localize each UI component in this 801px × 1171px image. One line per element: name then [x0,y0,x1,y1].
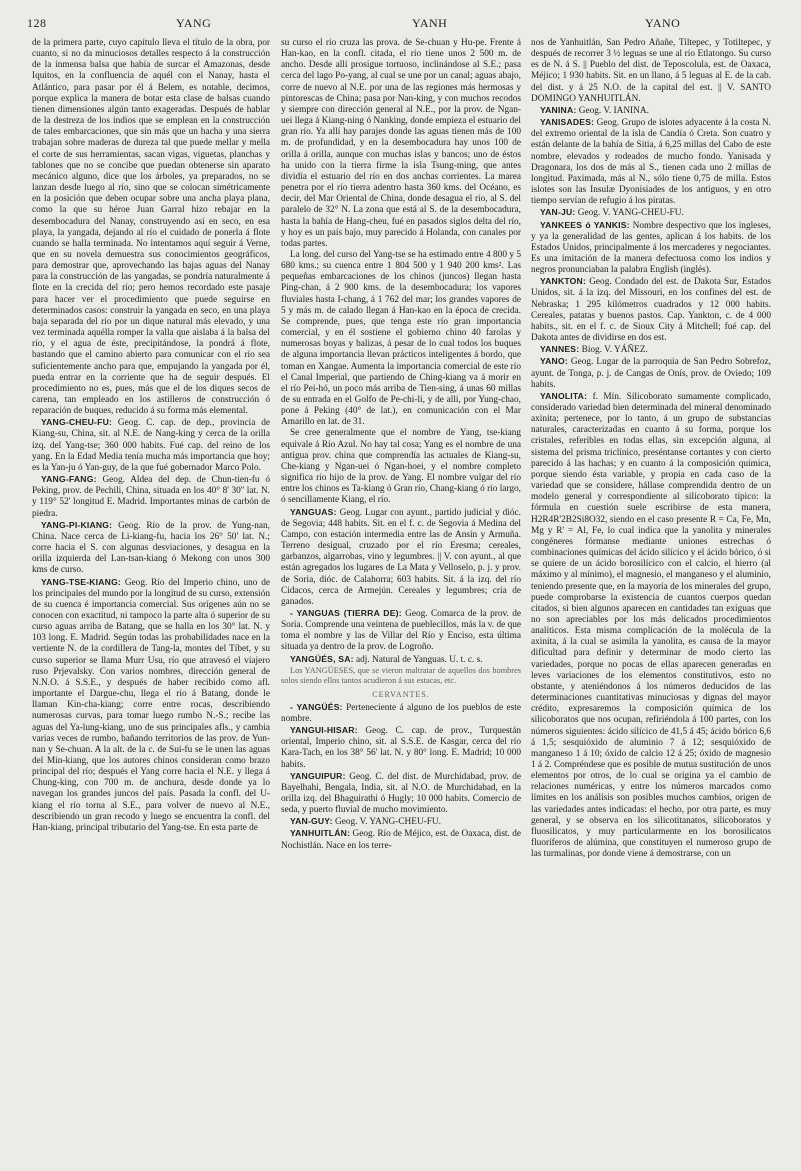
entry-yankton [531,276,771,344]
entry-text: Geog. Comarca de la prov. de Soria. Comprende una veintena de pueblecillos, más la v. de que toma el nombre y las de Villar del Río y Enciso, esta última situada ya dentro de la prov. de Logroño. [281,608,521,653]
quotation: Los YANGÜESES, que se vieron maltratar de aquellos dos hombres solos siendo ellos tantos acudieron á sus estacas, etc. [281,665,521,686]
entry-headword: YANO: [540,356,568,367]
entry-yanhuitlan [281,828,521,851]
entry-headword: YANHUITLÁN: [290,828,351,839]
entry-text: Geog. V. IANINA. [578,105,649,116]
entry-yanina [531,105,771,117]
entry-headword: YAN-GUY: [290,816,333,827]
entry-yang-fang [32,474,270,520]
entry-yan-ju [531,207,771,219]
entry-headword: YANNES: [540,344,580,355]
entry-text: Nombre despectivo que los ingleses, y ya la generalidad de las gentes, aplican á los habits. de los Estados Unidos, principalmente á los mercaderes y negociantes. Es una imitación de la manera defectuosa como los indios y negros pronunciaban la palabra English (inglés). [531,220,771,276]
entry-headword: YAN-JU: [540,207,576,218]
entry-headword: YANG-TSE-KIANG: [41,576,122,587]
entry-text: Geog. Lugar de la parroquia de San Pedro Sobrefoz, ayunt. de Tonga, p. j. de Cangas de Onís, prov. de Oviedo; 109 habits. [531,357,771,390]
paragraph: La long. del curso del Yang-tse se ha estimado entre 4 800 y 5 680 kms.; su cuenca entre 1 804 500 y 1 940 200 kms². Las pequeñas embarcaciones de los chinos (juncos) llegan hasta Ping-chan, á 2 900 kms. de la desembocadura; los vapores fluviales hasta I-chang, á 1 762 del mar; los grandes vapores de 5 y más m. de calado llegan á Han-kao en la época de crecida. Se comprende, pues, que tenga este río gran importancia comercial, y en él sostiene el gobierno chino 40 farolas y numerosas boyas y balizas, á pesar de lo cual todos los buques de alguna importancia llevan prácticos inteligentes á bordo, que toman en Xangae. Aumenta la importancia comercial de este río el Canal Imperial, que partiendo de Ching-kiang va á morir en el río Pei-hó, un poco más arriba de Tien-sing, á unas 60 millas de su entrada en el Golfo de Pe-chi-li, y de allí, por Yung-chao, pone á Peking (40° de lat.), en comunicación con el Mar Amarillo en lat. de 31. [281,249,521,428]
entry-text: Geog. V. YANG-CHEU-FU. [577,208,684,219]
page-number: 128 [27,16,47,30]
entry-yangues [281,702,521,725]
entry-headword: YANG-CHEU-FU: [41,417,113,428]
paragraph: de la primera parte, cuyo capítulo lleva el título de la obra, por cuanto, si no da minuciosos detalles respecto á la construcción de la inmensa balsa que había de surcar el Amazonas, desde Iquitos, en la confluencia de aquél con el Nanay, hasta el Atlántico, para pasar por él á Belem, es notable, decimos, porque explica la manera de botar esta clase de balsas cuando tienen dimensiones algún tanto exageradas. Después de hablar de la destreza de los indios que se emplean en la construcción de tales embarcaciones, que sin más que un hacha y una sierra trabajan sobre maderas de dureza tal que puede mellar y mella el corte de sus herramientas, sacan vigas, viguetas, planchas y tablones que no se concibe que puedan obtenerse sin aparato mecánico alguno, dice que los árboles, ya preparados, no se lanzan desde luego al río, sino que se colocan simétricamente en la posición que deben ocupar sobre una ancha playa plana, como la que su héroe Juan Garral hizo rebajar en la desembocadura del Nanay, construyendo así en seco, en esa playa, la yangada, dejando al río el cuidado de ponerla á flote cuando se halla terminada. No intentamos aquí seguir á Verne, que en su novela demuestra sus conocimientos geográficos, para demostrar que, aprovechando las bajas aguas del Nanay para la construcción de las yangadas, se pondría naturalmente á flote en la crecida del río; pero hemos recordado este pasaje para hacer ver el procedimiento que puede seguirse en determinados casos: construir la yangada en seco, en una playa baja separada del río por un dique natural más elevado, y una vez terminada aquélla romper la valla que aislaba á la balsa del río, y el agua de éste, precipitándose, la pondrá á flote, bastando que el camino abierto para comunicar con el río sea suficientemente ancho para que, empujando la yangada por él, pueda entrar en la corriente que ha de seguir después. El procedimiento no es, pues, más que el de los diques secos de carena, tan empleado en los astilleros de construcción ó reparación de buques, reducido á su forma más elemental. [32,38,270,417]
running-head-left: YANG [176,16,212,30]
entry-headword: YANG-PI-KIANG: [41,519,113,530]
entry-yang-cheu-fu [32,417,270,474]
entry-text: Geog. C. cap. de prov., Turquestán oriental, Imperio chino, sit. al S.S.E. de Kasgar, cerca del río Kara-Tach, en los 38° 56' lat. N. y 80° long. E. Madrid; 10 000 habits. [281,726,521,770]
entry-text: Geog. C. del dist. de Murchidabad, prov. de Bayelhahi, Bengala, India, sit. al N.O. de Murchidabad, en la orilla izq. del Bhaguirathi ó Hugly; 10 000 habits. Comercio de seda, y puerto fluvial de mucho movimiento. [281,771,521,816]
quotation-author: CERVANTES. [372,689,430,699]
entry-text: Geog. Condado del est. de Dakota Sur, Estados Unidos, sit. á la izq. del Missouri, en los confines del est. de Nebraska; 1 295 kilómetros cuadrados y 12 000 habits. Cereales, patatas y buenos pastos. Cap. Yankton, c. de 4 000 habits., sit. en el f. c. de Sioux City á Mitchell; fué cap. del Dakota antes de dividirse en dos est. [531,277,771,344]
entry-headword: YANGUIPUR: [290,770,346,781]
running-head-center: YANH [412,16,448,30]
entry-yankees [531,220,771,277]
entry-text: Geog. Grupo de islotes adyacente á la costa N. del extremo oriental de la isla de Candía ó Creta. Son cuatro y están delante de la bahía de Sitia, á 6,25 millas del Cabo de este nombre, elevados y rodeados de mucho fondo. Yanisada y Dragonara, los dos de más al S., tienen cada uno 2 millas de longitud. Paximada, más al N., sólo tiene 0,75 de milla. Estos islotes son las Insulæ Dyonisiades de los antiguos, y en otro tiempo servían de refugio á los piratas. [531,118,771,207]
column-right [531,38,771,1163]
entry-yangues-adj [281,654,521,666]
entry-headword: - YANGUAS (TIERRA DE): [290,607,402,618]
entry-text: f. Mín. Silicoborato sumamente complicado, considerado variedad bien determinada del mineral denominado axinita; pertenece, por lo tanto, á un grupo de substancias naturales, caracterizadas en cuanto á su forma, porque los cristales, referibles en todas ellas, sin excepción alguna, al sistema del prisma triclínico, preséntanse cortantes y con cierto parecido á las hachas; y en cuanto á la composición química, porque siendo ésta variable, y propia en cada caso de la variedad que se considere, hállase comprendida dentro de un modelo general y correspondiente al silicoborato típico: la fórmula en cuestión suele escribirse de esta manera, H2R4R'2B2Si8O32, siendo en el caso presente R = Ca, Fe, Mn, Mg y R' = Al, Fe, lo cual indica que la yanolita y minerales congéneres fórmanse mediante uniones estrechas ó combinaciones químicas del ácido silícico y el ácido bórico, ó si se quiere de un ácido borosilícico con el calcio, el hierro (al máximo y al mínimo), el magnesio, el manganeso y el aluminio, teniendo presente que, en la mayoría de los minerales del grupo, puede comprobarse la existencia de cuantos cuerpos quedan citados, si bien algunos aparecen en cantidades tan exiguas que no son apreciables por los más delicados procedimientos analíticos. Esta misma complicación de la molécula de la axinita, á la cual se asimila la yanolita, es causa de la mayor dificultad para definir y determinar de modo cierto las variedades, porque no pocas de ellas aparecen generadas en leves variaciones de los elementos constitutivos, esto no obstante, y ateniéndonos á los números deducidos de las determinaciones cuantitativas minuciosas y dignas del mayor crédito, expresaremos la composición química de los silicoboratos que nos ocupan, refiriéndola á 100 partes, con los números siguientes: ácido silícico de 41,5 á 45; ácido bórico 6,6 á 1,5; sesquióxido de aluminio 7 á 12; sesquióxido de manganeso 1 á 10; óxido de calcio 12 á 25; óxido de magnesio 1 á 2. Compréndese que es posible de mutua sustitución de unos elementos por otros, de lo cual se origina ya el cambio de relaciones numéricas, y entre los números marcados como límites en los análisis son posibles muchos cambios, origen de las variedades antes indicadas: el hecho, por otra parte, es muy general, y se observa en los silicotitanatos, silicoboratos y fluosilicatos, y muy particularmente en los borosilicatos fluoríferos de alúmina, que constituyen el numeroso grupo de las turmalinas, por donde viene á demostrarse, con un [531,391,771,860]
paragraph: su curso el río cruza las prova. de Se-chuan y Hu-pe. Frente á Han-kao, en la confl. citada, el río tiene unos 2 500 m. de ancho. Desde allí prosigue tortuoso, inclinándose al S.E.; pasa cerca del lago Po-yang, al cual se une por un canal; aguas abajo, corre de nuevo al N.E. por una de las regiones más hermosas y pintorescas de China; pasa por Nan-king, y con muchos recodos y siempre con dirección general al N.E., por la prov. de Ngan-uei llega á Kiang-ning ó Nanking, donde empieza el estuario del gran río. Ya allí hay parajes donde las aguas tienen más de 100 m. de profundidad, y en la desembocadura hay unos 100 de orilla á orilla, aunque con muchas islas y bancos; uno de éstos ha unido con la tierra firme la isla Tsung-ming, que antes dividía el estuario del río en dos anchas corrientes. La marea penetra por el río tierra adentro hasta 360 kms. del Océano, es decir, del Mar Oriental de China, donde desagua el río, al S. del paralelo de 32° N. La zona que está al S. de la desembocadura, hasta la bahía de Hang-cheu, fué en pasados siglos delta del río, y hoy es un país bajo, muy parecido á Holanda, con canales por todas partes. [281,38,521,249]
entry-text: Perteneciente á alguno de los pueblos de este nombre. [281,702,521,724]
entry-headword: YANGUI-HISAR: [290,725,358,736]
entry-text: Geog. C. cap. de dep., provincia de Kiang-su, China, sit. al N.E. de Nang-king y cerca de la orilla izq. del Yang-tse; 360 000 habits. Fué cap. del reino de los yang. En la Edad Media tenía mucha más importancia que hoy; es la Yan-ju ó Yan-guy, de la que fué gobernador Marco Polo. [32,418,270,473]
entry-yannes [531,344,771,356]
entry-yanguipur [281,771,521,817]
entry-text: Geog. Río de la prov. de Yung-nan, China. Nace cerca de Li-kiang-fu, hacia los 26° 50' lat. N.; corre hacia el S. con algunas desviaciones, y desagua en la orilla izquierda del Lan-tsan-kiang ó Mekong con unos 300 kms de curso. [32,520,270,576]
entry-headword: YANG-FANG: [41,474,97,485]
entry-headword: YANGUAS: [290,506,337,517]
entry-headword: YANOLITA: [540,390,588,401]
entry-headword: YANGÜÉS, SA: [290,653,354,664]
column-left [32,38,270,1163]
entry-text: Geog. Río de Méjico, est. de Oaxaca, dist. de Nochistlán. Nace en los terre- [281,829,521,851]
entry-yang-pi-kiang [32,520,270,577]
entry-yangui-hisar [281,725,521,771]
entry-headword: YANISADES: [540,117,595,128]
entry-yano [531,356,771,390]
entry-text: Geog. V. YANG-CHEU-FU. [335,817,441,828]
entry-text: Geog. Lugar con ayunt., partido judicial y dióc. de Segovia; 448 habits. Sit. en el f. c. de Segovia á Medina del Campo, con estación intermedia entre las de Ansín y Armuña. Terreno desigual, cruzado por el río Eresma; cereales, garbanzos, algarrobas, vino y legumbres. || V. con ayunt., al que están agregados los lugares de La Mata y Velloselo, p. j. y prov. de Soria, dióc. de Calahorra; 603 habits. Sit. á la izq. del río Cidacos, cerca de Armejún. Cereales y legumbres; cría de ganados. [281,507,521,607]
entry-yanguas-tierra [281,608,521,654]
entry-yan-guy [281,816,521,828]
entry-yanolita [531,391,771,861]
page-header [0,12,801,38]
entry-text: adj. Natural de Yanguas. U. t. c. s. [356,654,483,665]
entry-text: Biog. V. YÁÑEZ. [581,345,648,356]
entry-yanguas [281,507,521,608]
entry-text: Geog. Aldea del dep. de Chun-tien-fu ó Peking, prov. de Pechili, China, situada en los 40° 8' 30'' lat. N. y 119° 52' longitud E. Madrid. Importantes minas de carbón de piedra. [32,475,270,519]
entry-text: Geog. Río del Imperio chino, uno de los principales del mundo por la longitud de su curso, extensión de su cuenca é importancia comercial. Sus orígenes aún no se conocen con exactitud, ni tampoco la parte alta ó superior de su curso aguas arriba de Batang, que se halla en los 30° lat. N. y 103 long. E. Madrid. Según todas las probabilidades nace en la vertiente N. de la cordillera de Tang-la, montes del Tíbet, y su curso superior se llama Murr Usu, río que atravesó el viajero ruso Prjevalsky. Con varios nombres, dirección general de N.N.O. á S.S.E., y después de haber recibido como afl. importante el Dargue-chu, llega el río á Batang, donde le llaman Kin-cha-kiang; corre entre rocas, describiendo numerosas curvas, para tomar luego rumbo N.-S.; recibe las aguas del Ya-lung-kiang, uno de sus principales afls., y cambia varias veces de rumbo, bañando territorios de las prov. de Yun-nan y Se-chuan. A la alt. de la c. de Sui-fu se le unen las aguas del Min-kiang, que los autores chinos consideran como brazo principal del río; después el Yang corre hacia el N.E. y llega á Chung-king, con 700 m. de anchura, desde donde ya lo navegan los grandes juncos del país. Pasada la confl. del U-kiang el río torna al S.E., para volver de nuevo al N.E., describiendo un gran recodo y luego se encuentra la confl. del Han-kiang, principal tributario del Yang-tse. En esta parte de [32,577,270,833]
entry-headword: YANINA: [540,104,577,115]
column-middle [281,38,521,1163]
entry-headword: YANKEES ó YANKIS: [540,219,630,230]
entry-yanisades [531,117,771,207]
paragraph: nos de Yanhuitlán, San Pedro Añañe, Tiltepec, y Totiltepec, y después de recorrer 3 ½ leguas se une al río Etlatongo. Su curso es de N. á S. || Pueblo del dist. de Teposcolula, est. de Oaxaca, Méjico; 1 930 habits. Sit. en un llano, á 5 leguas al E. de la cab. del dist. y á 25 N.O. de la capital del est. || V. SANTO DOMINGO YANHUITLÁN. [531,38,771,104]
paragraph: Se cree generalmente que el nombre de Yang, tse-kiang equivale á Río Azul. No hay tal cosa; Yang es el nombre de una antigua prov. china que comprendía las actuales de Kiang-su, Che-kiang y Ngan-uei ó Ngan-hoei, y el nombre completo significa río hijo de la prov. de Yang. El nombre vulgar del río entre los chinos es Ta-kiang ó Gran río, Chang-kiang ó río largo, ó sencillamente Kiang, el río. [281,428,521,506]
entry-headword: - YANGÜÉS: [290,701,343,712]
entry-yang-tse-kiang [32,577,270,835]
running-head-right: YANO [645,16,681,30]
entry-headword: YANKTON: [540,276,587,287]
